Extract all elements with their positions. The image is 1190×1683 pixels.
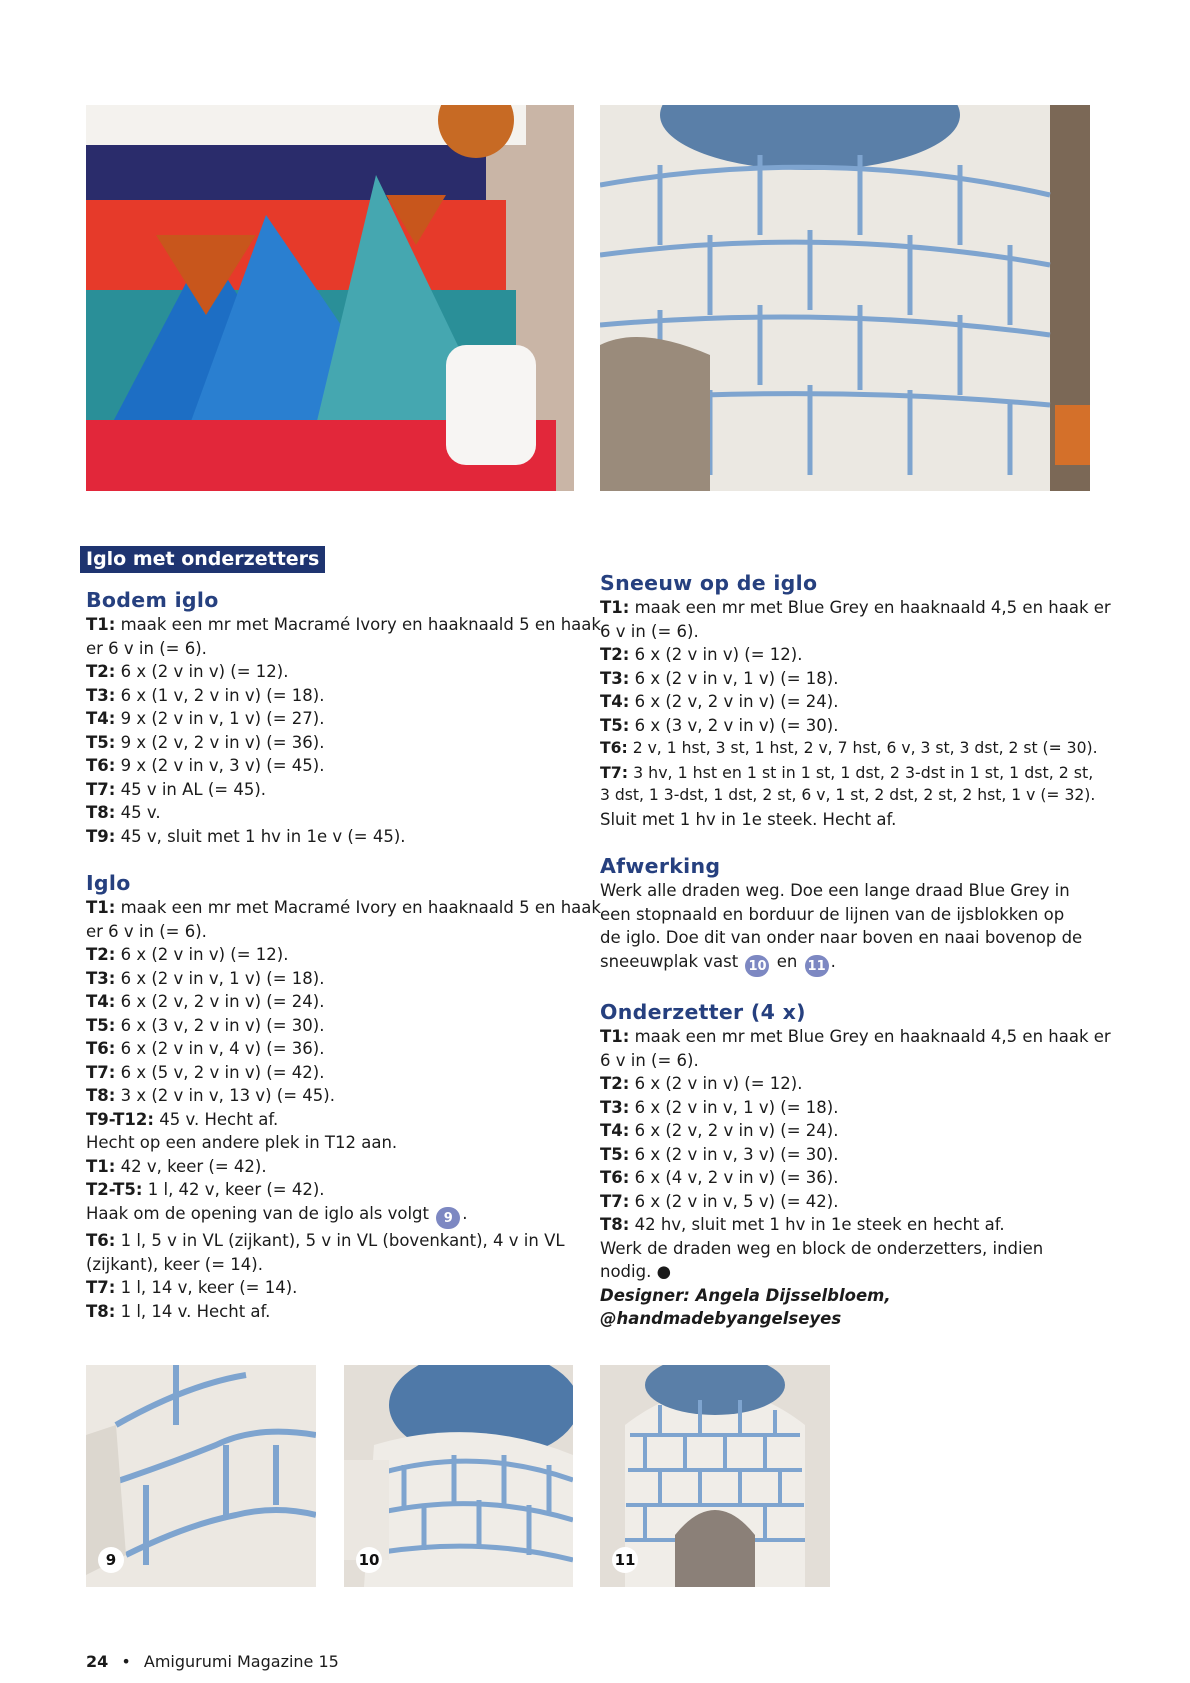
- instruction-line: T3: 6 x (1 v, 2 v in v) (= 18).: [86, 685, 325, 705]
- step-photo-9: [86, 1365, 316, 1587]
- section-iglo: [86, 870, 601, 1323]
- heading-sneeuw-op-de-iglo: Sneeuw op de iglo: [600, 571, 818, 595]
- heading-bodem-iglo: Bodem iglo: [86, 588, 219, 612]
- instruction-line: T8: 1 l, 14 v. Hecht af.: [86, 1301, 271, 1321]
- instruction-line: T6: 6 x (4 v, 2 v in v) (= 36).: [600, 1168, 839, 1188]
- section-sneeuw: [600, 570, 1111, 831]
- instruction-line: Werk de draden weg en block de onderzetters, indien: [600, 1238, 1044, 1258]
- instruction-line: Haak om de opening van de iglo als volgt 9 .: [86, 1202, 586, 1230]
- step-number-badge: 9: [98, 1547, 124, 1573]
- page-footer: [86, 1652, 339, 1671]
- instruction-line: T7: 45 v in AL (= 45).: [86, 779, 267, 799]
- instruction-line: sneeuwplak vast 10 en 11 .: [600, 950, 1100, 978]
- article-title: Iglo met onderzetters: [80, 546, 325, 573]
- instruction-line: T3: 6 x (2 v in v, 1 v) (= 18).: [600, 668, 839, 688]
- section-onderzetter: [600, 999, 1111, 1331]
- instruction-line: T2: 6 x (2 v in v) (= 12).: [600, 645, 803, 664]
- instruction-line: T2-T5: 1 l, 42 v, keer (= 42).: [86, 1180, 325, 1199]
- page-number: 24: [86, 1652, 109, 1671]
- designer-credit: Designer: Angela Dijsselbloem,: [600, 1285, 891, 1305]
- step-photo-11: [600, 1365, 830, 1587]
- instruction-line: een stopnaald en borduur de lijnen van de ijsblokken op: [600, 904, 1065, 924]
- instruction-line: de iglo. Doe dit van onder naar boven en naai bovenop de: [600, 928, 1083, 947]
- step-number-badge: 10: [356, 1547, 382, 1573]
- instruction-line: Werk alle draden weg. Doe een lange draad Blue Grey in: [600, 881, 1070, 900]
- instruction-line: T6: 1 l, 5 v in VL (zijkant), 5 v in VL (bovenkant), 4 v in VL: [86, 1231, 565, 1251]
- instruction-line: T8: 45 v.: [86, 803, 161, 822]
- right-column: [600, 570, 1111, 1353]
- designer-handle[interactable]: @handmadebyangelseyes: [600, 1309, 842, 1329]
- hat-photo: [86, 105, 574, 491]
- instruction-line: T3: 6 x (2 v in v, 1 v) (= 18).: [86, 968, 325, 988]
- instruction-line: nodig. ●: [600, 1262, 671, 1282]
- footer-separator: •: [121, 1652, 131, 1671]
- heading-afwerking: Afwerking: [600, 854, 721, 878]
- instruction-line: T4: 6 x (2 v, 2 v in v) (= 24).: [600, 1121, 839, 1141]
- instruction-line: T8: 42 hv, sluit met 1 hv in 1e steek en hecht af.: [600, 1215, 1005, 1235]
- step-reference-badge[interactable]: 11: [805, 955, 829, 977]
- instruction-line: (zijkant), keer (= 14).: [86, 1254, 263, 1274]
- instruction-line: T6: 2 v, 1 hst, 3 st, 1 hst, 2 v, 7 hst, 6 v, 3 st, 3 dst, 2 st (= 30).: [600, 739, 1098, 757]
- step-reference-badge[interactable]: 10: [745, 955, 769, 977]
- magazine-name: Amigurumi Magazine 15: [143, 1652, 339, 1671]
- instruction-line: 6 v in (= 6).: [600, 621, 699, 641]
- instruction-line: T1: maak een mr met Blue Grey en haaknaald 4,5 en haak er: [600, 1027, 1111, 1047]
- instruction-line: T1: maak een mr met Macramé Ivory en haaknaald 5 en haak: [86, 615, 601, 634]
- instruction-line: er 6 v in (= 6).: [86, 921, 207, 941]
- step-photo-10: [344, 1365, 573, 1587]
- instruction-line: T2: 6 x (2 v in v) (= 12).: [86, 945, 289, 964]
- instruction-line: T4: 9 x (2 v in v, 1 v) (= 27).: [86, 709, 325, 728]
- instruction-line: T7: 6 x (5 v, 2 v in v) (= 42).: [86, 1062, 325, 1082]
- instruction-line: 3 dst, 1 3-dst, 1 dst, 2 st, 6 v, 1 st, 2 dst, 2 st, 2 hst, 1 v (= 32).: [600, 786, 1096, 804]
- instruction-line: T5: 9 x (2 v, 2 v in v) (= 36).: [86, 732, 325, 752]
- instruction-line: T9-T12: 45 v. Hecht af.: [86, 1109, 279, 1129]
- instruction-line: Hecht op een andere plek in T12 aan.: [86, 1133, 398, 1152]
- heading-onderzetter: Onderzetter (4 x): [600, 1000, 806, 1025]
- instruction-line: T2: 6 x (2 v in v) (= 12).: [86, 662, 289, 681]
- instruction-line: T7: 3 hv, 1 hst en 1 st in 1 st, 1 dst, 2 3-dst in 1 st, 1 dst, 2 st,: [600, 762, 1094, 782]
- instruction-line: T7: 6 x (2 v in v, 5 v) (= 42).: [600, 1191, 839, 1211]
- instruction-line: T4: 6 x (2 v, 2 v in v) (= 24).: [86, 992, 325, 1011]
- instruction-line: 6 v in (= 6).: [600, 1050, 699, 1070]
- instruction-line: T1: maak een mr met Macramé Ivory en haaknaald 5 en haak: [86, 898, 601, 917]
- instruction-line: T9: 45 v, sluit met 1 hv in 1e v (= 45).: [86, 826, 406, 846]
- heading-iglo: Iglo: [86, 871, 131, 895]
- instruction-line: T8: 3 x (2 v in v, 13 v) (= 45).: [86, 1086, 335, 1105]
- instruction-line: T1: maak een mr met Blue Grey en haaknaald 4,5 en haak er: [600, 598, 1111, 617]
- instruction-line: T2: 6 x (2 v in v) (= 12).: [600, 1074, 803, 1094]
- instruction-line: er 6 v in (= 6).: [86, 638, 207, 658]
- igloo-photo: [600, 105, 1090, 491]
- step-number-badge: 11: [612, 1547, 638, 1573]
- instruction-line: T1: 42 v, keer (= 42).: [86, 1156, 267, 1176]
- instruction-line: T5: 6 x (3 v, 2 v in v) (= 30).: [600, 715, 839, 735]
- section-afwerking: [600, 853, 1100, 977]
- instruction-line: T4: 6 x (2 v, 2 v in v) (= 24).: [600, 692, 839, 711]
- instruction-line: T6: 6 x (2 v in v, 4 v) (= 36).: [86, 1039, 325, 1058]
- section-bodem-iglo: [86, 587, 601, 848]
- step-reference-badge[interactable]: 9: [436, 1207, 460, 1229]
- instruction-line: T5: 6 x (3 v, 2 v in v) (= 30).: [86, 1015, 325, 1035]
- left-column: [86, 546, 601, 1345]
- instruction-line: T6: 9 x (2 v in v, 3 v) (= 45).: [86, 756, 325, 775]
- instruction-line: T3: 6 x (2 v in v, 1 v) (= 18).: [600, 1097, 839, 1117]
- instruction-line: T5: 6 x (2 v in v, 3 v) (= 30).: [600, 1144, 839, 1164]
- instruction-line: T7: 1 l, 14 v, keer (= 14).: [86, 1278, 298, 1298]
- instruction-line: Sluit met 1 hv in 1e steek. Hecht af.: [600, 809, 897, 829]
